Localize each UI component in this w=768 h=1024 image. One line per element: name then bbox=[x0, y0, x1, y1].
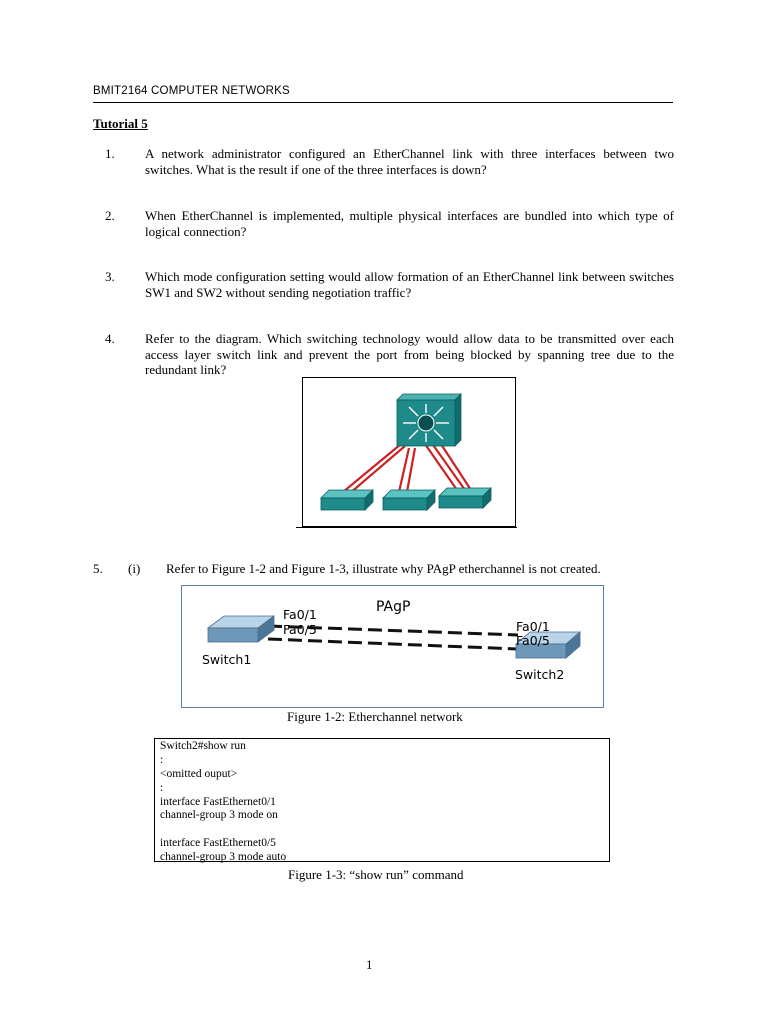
switch1-label: Switch1 bbox=[202, 652, 252, 667]
switch1-icon bbox=[208, 616, 274, 642]
switch1-port-label: Fa0/1 bbox=[283, 607, 317, 622]
cli-line: : bbox=[160, 753, 164, 766]
pagp-diagram-svg bbox=[182, 586, 603, 707]
header-rule bbox=[93, 102, 673, 103]
page-title: Tutorial 5 bbox=[93, 116, 148, 131]
question-number: 3. bbox=[105, 269, 115, 284]
switch2-port-label: Fa0/1 bbox=[516, 619, 550, 634]
multilayer-switch-icon bbox=[397, 394, 461, 446]
access-switch-icon bbox=[383, 490, 435, 510]
switch2-port-label: Fa0/5 bbox=[516, 633, 550, 648]
switch1-port-label: Fa0/5 bbox=[283, 622, 317, 637]
cli-line: <omitted ouput> bbox=[160, 767, 238, 780]
question-text: Refer to the diagram. Which switching technology would allow data to be transmitted over each access layer switch link and prevent the port from being blocked by spanning tree due to the redundant link? bbox=[145, 331, 674, 377]
network-diagram bbox=[302, 377, 516, 527]
question-text: A network administrator configured an EtherChannel link with three interfaces between two switches. What is the result if one of the three interfaces is down? bbox=[145, 146, 674, 177]
access-switch-icon bbox=[321, 490, 373, 510]
cli-line bbox=[160, 823, 609, 837]
protocol-label: PAgP bbox=[376, 599, 411, 615]
question-number: 5. bbox=[93, 561, 103, 576]
access-switch-icon bbox=[439, 488, 491, 508]
question-subpart: (i) bbox=[128, 561, 141, 576]
question-text: Which mode configuration setting would allow formation of an EtherChannel link between switches SW1 and SW2 without sending negotiation traffic? bbox=[145, 269, 674, 300]
question-text: When EtherChannel is implemented, multiple physical interfaces are bundled into which type of logical connection? bbox=[145, 208, 674, 239]
figure-1-3-caption: Figure 1-3: “show run” command bbox=[288, 867, 464, 882]
network-diagram-svg bbox=[303, 378, 515, 526]
question-text: Refer to Figure 1-2 and Figure 1-3, illustrate why PAgP etherchannel is not created. bbox=[166, 561, 601, 576]
cli-line: : bbox=[160, 781, 164, 794]
switch2-label: Switch2 bbox=[515, 667, 565, 682]
page-number: 1 bbox=[366, 957, 373, 972]
cli-line: Switch2#show run bbox=[160, 740, 246, 752]
cli-line: channel-group 3 mode auto bbox=[160, 851, 287, 864]
cli-line: interface FastEthernet0/5 bbox=[160, 837, 276, 850]
question-number: 1. bbox=[105, 146, 115, 161]
figure-1-2-caption: Figure 1-2: Etherchannel network bbox=[287, 709, 463, 724]
cli-line: channel-group 3 mode on bbox=[160, 809, 278, 822]
question-number: 4. bbox=[105, 331, 115, 346]
diagram-underline bbox=[296, 527, 517, 528]
cli-line: interface FastEthernet0/1 bbox=[160, 795, 276, 808]
show-run-output bbox=[154, 738, 610, 862]
course-header: BMIT2164 COMPUTER NETWORKS bbox=[93, 85, 290, 97]
question-number: 2. bbox=[105, 208, 115, 223]
pagp-figure bbox=[181, 585, 604, 708]
